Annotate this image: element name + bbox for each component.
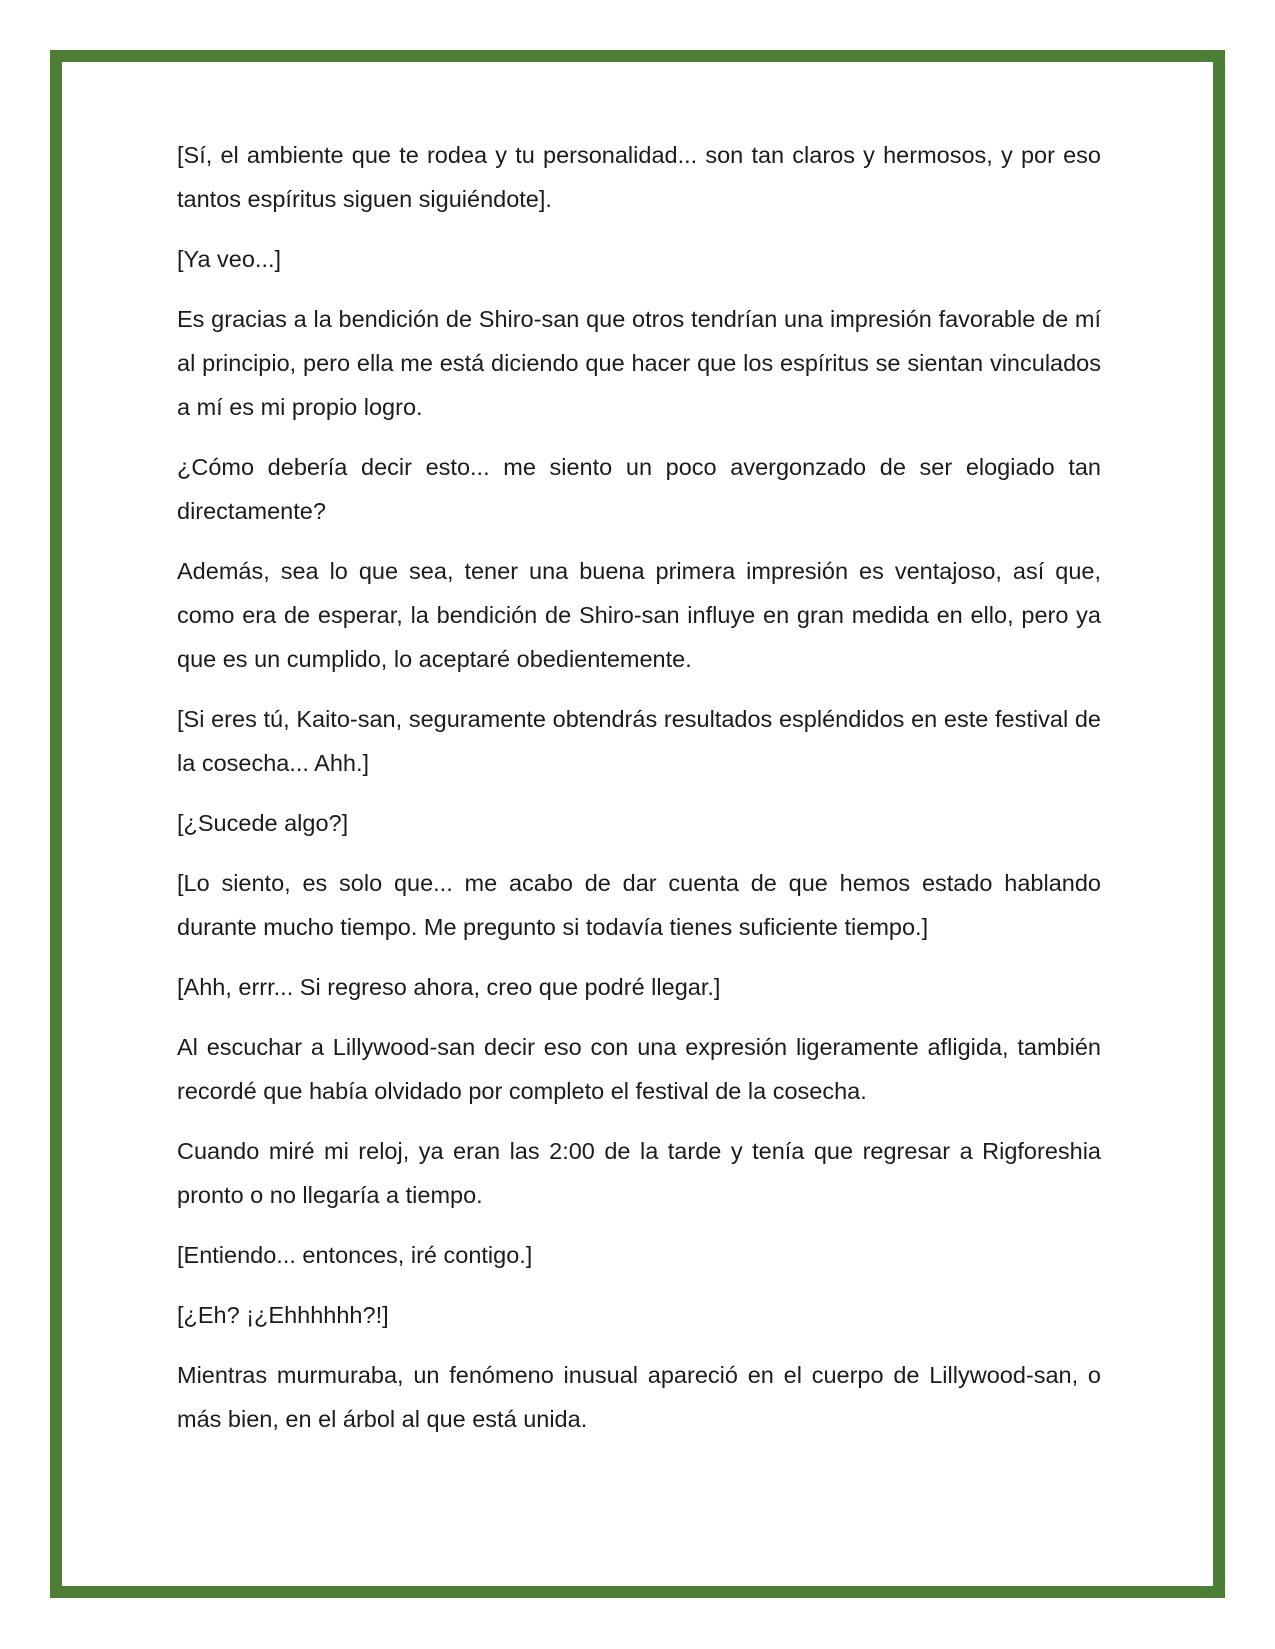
story-text [177,133,1101,1457]
paragraph: Además, sea lo que sea, tener una buena primera impresión es ventajoso, así que, como era de esperar, la bendición de Shiro-san influye en gran medida en ello, pero ya que es un cumplido, lo aceptaré obedientemente. [177,558,1101,672]
page-border-frame [50,50,1225,1598]
paragraph: [Si eres tú, Kaito-san, seguramente obtendrás resultados espléndidos en este festival de la cosecha... Ahh.] [177,706,1101,776]
paragraph: [Lo siento, es solo que... me acabo de dar cuenta de que hemos estado hablando durante mucho tiempo. Me pregunto si todavía tienes suficiente tiempo.] [177,870,1101,940]
paragraph: [Ya veo...] [177,246,282,272]
paragraph: [Sí, el ambiente que te rodea y tu personalidad... son tan claros y hermosos, y por eso tantos espíritus siguen siguiéndote]. [177,142,1101,212]
paragraph: [Ahh, errr... Si regreso ahora, creo que podré llegar.] [177,974,721,1000]
paragraph: Es gracias a la bendición de Shiro-san que otros tendrían una impresión favorable de mí al principio, pero ella me está diciendo que hacer que los espíritus se sientan vinculados a mí es mi propio logro. [177,306,1101,420]
paragraph: [Entiendo... entonces, iré contigo.] [177,1242,533,1268]
paragraph: [¿Sucede algo?] [177,810,349,836]
paragraph: Cuando miré mi reloj, ya eran las 2:00 de la tarde y tenía que regresar a Rigforeshia pronto o no llegaría a tiempo. [177,1138,1101,1208]
paragraph: Mientras murmuraba, un fenómeno inusual apareció en el cuerpo de Lillywood-san, o más bien, en el árbol al que está unida. [177,1362,1101,1432]
paragraph: ¿Cómo debería decir esto... me siento un poco avergonzado de ser elogiado tan directamente? [177,454,1101,524]
paragraph: [¿Eh? ¡¿Ehhhhhh?!] [177,1302,389,1328]
paragraph: Al escuchar a Lillywood-san decir eso con una expresión ligeramente afligida, también recordé que había olvidado por completo el festival de la cosecha. [177,1034,1101,1104]
